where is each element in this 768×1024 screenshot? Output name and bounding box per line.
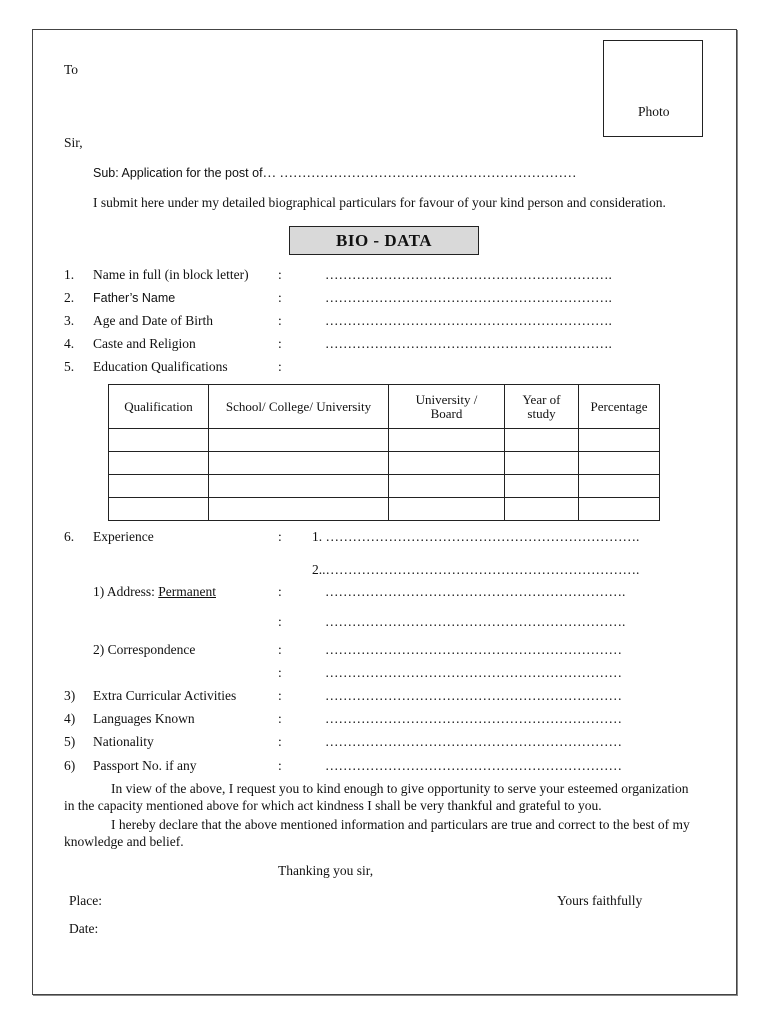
photo-box: [603, 40, 703, 137]
table-row: [109, 475, 660, 498]
field-num: 5.: [64, 359, 75, 374]
correspondence-colon: :: [278, 642, 282, 657]
extra-colon: :: [278, 758, 282, 773]
table-header-row: [109, 385, 660, 429]
table-row: [109, 452, 660, 475]
field-dots-father: ……………………………………………………….: [325, 290, 612, 305]
extra-colon: :: [278, 688, 282, 703]
table-cell[interactable]: [505, 475, 579, 498]
table-cell[interactable]: [389, 498, 505, 521]
thanking-text: Thanking you sir,: [278, 863, 374, 878]
extra-label-passport: Passport No. if any: [93, 758, 197, 773]
field-label-education: Education Qualifications: [93, 359, 228, 374]
table-cell[interactable]: [109, 498, 209, 521]
subject-dots: … …………………………………………………………: [262, 165, 577, 180]
table-cell[interactable]: [109, 452, 209, 475]
salutation: Sir,: [64, 135, 83, 150]
header-university: [389, 385, 505, 429]
address-permanent: Permanent: [158, 584, 216, 599]
table-cell[interactable]: [209, 498, 389, 521]
experience-label: Experience: [93, 529, 154, 544]
header-percentage: Percentage: [579, 385, 660, 429]
table-cell[interactable]: [209, 452, 389, 475]
experience-colon: :: [278, 529, 282, 544]
closing-para-2-line-1: I hereby declare that the above mentioned information and particulars are true and correct to the best of my: [111, 817, 690, 832]
biodata-title: BIO - DATA: [289, 226, 479, 255]
field-dots-name: ……………………………………………………….: [325, 267, 612, 282]
field-colon: :: [278, 336, 282, 351]
extra-num: 3): [64, 688, 76, 703]
table-row: [109, 429, 660, 452]
table-cell[interactable]: [389, 452, 505, 475]
experience-line-1: 1. …………………………………………………………….: [312, 529, 640, 544]
correspondence-dots-1: …………………………………………………………: [325, 642, 622, 657]
table-cell[interactable]: [109, 475, 209, 498]
field-label-father: Father’s Name: [93, 291, 176, 305]
table-cell[interactable]: [579, 429, 660, 452]
closing-para-2-line-2: knowledge and belief.: [64, 834, 184, 849]
field-num: 1.: [64, 267, 75, 282]
correspondence-dots-2: …………………………………………………………: [325, 665, 622, 680]
address-colon-2: :: [278, 614, 282, 629]
field-label-caste: Caste and Religion: [93, 336, 196, 351]
correspondence-colon-2: :: [278, 665, 282, 680]
extra-num: 4): [64, 711, 76, 726]
header-year-text: Year of study: [522, 391, 561, 421]
extra-label-nationality: Nationality: [93, 734, 154, 749]
table-cell[interactable]: [505, 498, 579, 521]
experience-num: 6.: [64, 529, 75, 544]
experience-line-2: 2..…………………………………………………………….: [312, 562, 640, 577]
field-colon: :: [278, 267, 282, 282]
table-cell[interactable]: [109, 429, 209, 452]
field-num: 4.: [64, 336, 75, 351]
field-dots-age: ……………………………………………………….: [325, 313, 612, 328]
field-label-age: Age and Date of Birth: [93, 313, 213, 328]
field-dots-caste: ……………………………………………………….: [325, 336, 612, 351]
closing-para-1-line-1: In view of the above, I request you to kind enough to give opportunity to serve your esteemed organization: [111, 781, 689, 796]
table-row: [109, 498, 660, 521]
correspondence-label: 2) Correspondence: [93, 642, 196, 657]
extra-colon: :: [278, 711, 282, 726]
extra-label-activities: Extra Curricular Activities: [93, 688, 237, 703]
extra-dots-languages: …………………………………………………………: [325, 711, 622, 726]
subject-label: Sub: Application for the post of: [93, 166, 263, 180]
extra-dots-nationality: …………………………………………………………: [325, 734, 622, 749]
intro-text: I submit here under my detailed biographical particulars for favour of your kind person and consideration.: [93, 195, 666, 210]
table-cell[interactable]: [389, 475, 505, 498]
date-label: Date:: [69, 921, 99, 936]
address-label: [93, 584, 216, 600]
place-label: Place:: [69, 893, 102, 908]
extra-num: 6): [64, 758, 76, 773]
address-label-text: 1) Address:: [93, 584, 159, 599]
field-num: 2.: [64, 290, 75, 305]
extra-label-languages: Languages Known: [93, 711, 195, 726]
address-dots-1: ………………………………………………………….: [325, 584, 626, 599]
field-colon: :: [278, 290, 282, 305]
table-cell[interactable]: [209, 429, 389, 452]
qualification-table: [108, 384, 660, 521]
extra-num: 5): [64, 734, 76, 749]
table-cell[interactable]: [505, 429, 579, 452]
extra-colon: :: [278, 734, 282, 749]
photo-label: Photo: [638, 104, 670, 119]
table-cell[interactable]: [579, 452, 660, 475]
table-cell[interactable]: [209, 475, 389, 498]
to-label: To: [64, 62, 79, 77]
extra-dots-activities: …………………………………………………………: [325, 688, 622, 703]
table-cell[interactable]: [579, 498, 660, 521]
field-label-name: Name in full (in block letter): [93, 267, 249, 282]
address-colon: :: [278, 584, 282, 599]
header-school: School/ College/ University: [209, 385, 389, 429]
header-university-text: University / Board: [415, 391, 478, 421]
yours-faithfully: Yours faithfully: [557, 893, 643, 908]
field-num: 3.: [64, 313, 75, 328]
closing-para-1-line-2: in the capacity mentioned above for which act kindness I shall be very thankful and grateful to you.: [64, 798, 602, 813]
table-cell[interactable]: [579, 475, 660, 498]
field-colon: :: [278, 359, 282, 374]
header-year: [505, 385, 579, 429]
extra-dots-passport: …………………………………………………………: [325, 758, 622, 773]
field-colon: :: [278, 313, 282, 328]
address-dots-2: ………………………………………………………….: [325, 614, 626, 629]
header-qualification: Qualification: [109, 385, 209, 429]
subject-line: [93, 165, 576, 181]
table-cell[interactable]: [389, 429, 505, 452]
table-cell[interactable]: [505, 452, 579, 475]
